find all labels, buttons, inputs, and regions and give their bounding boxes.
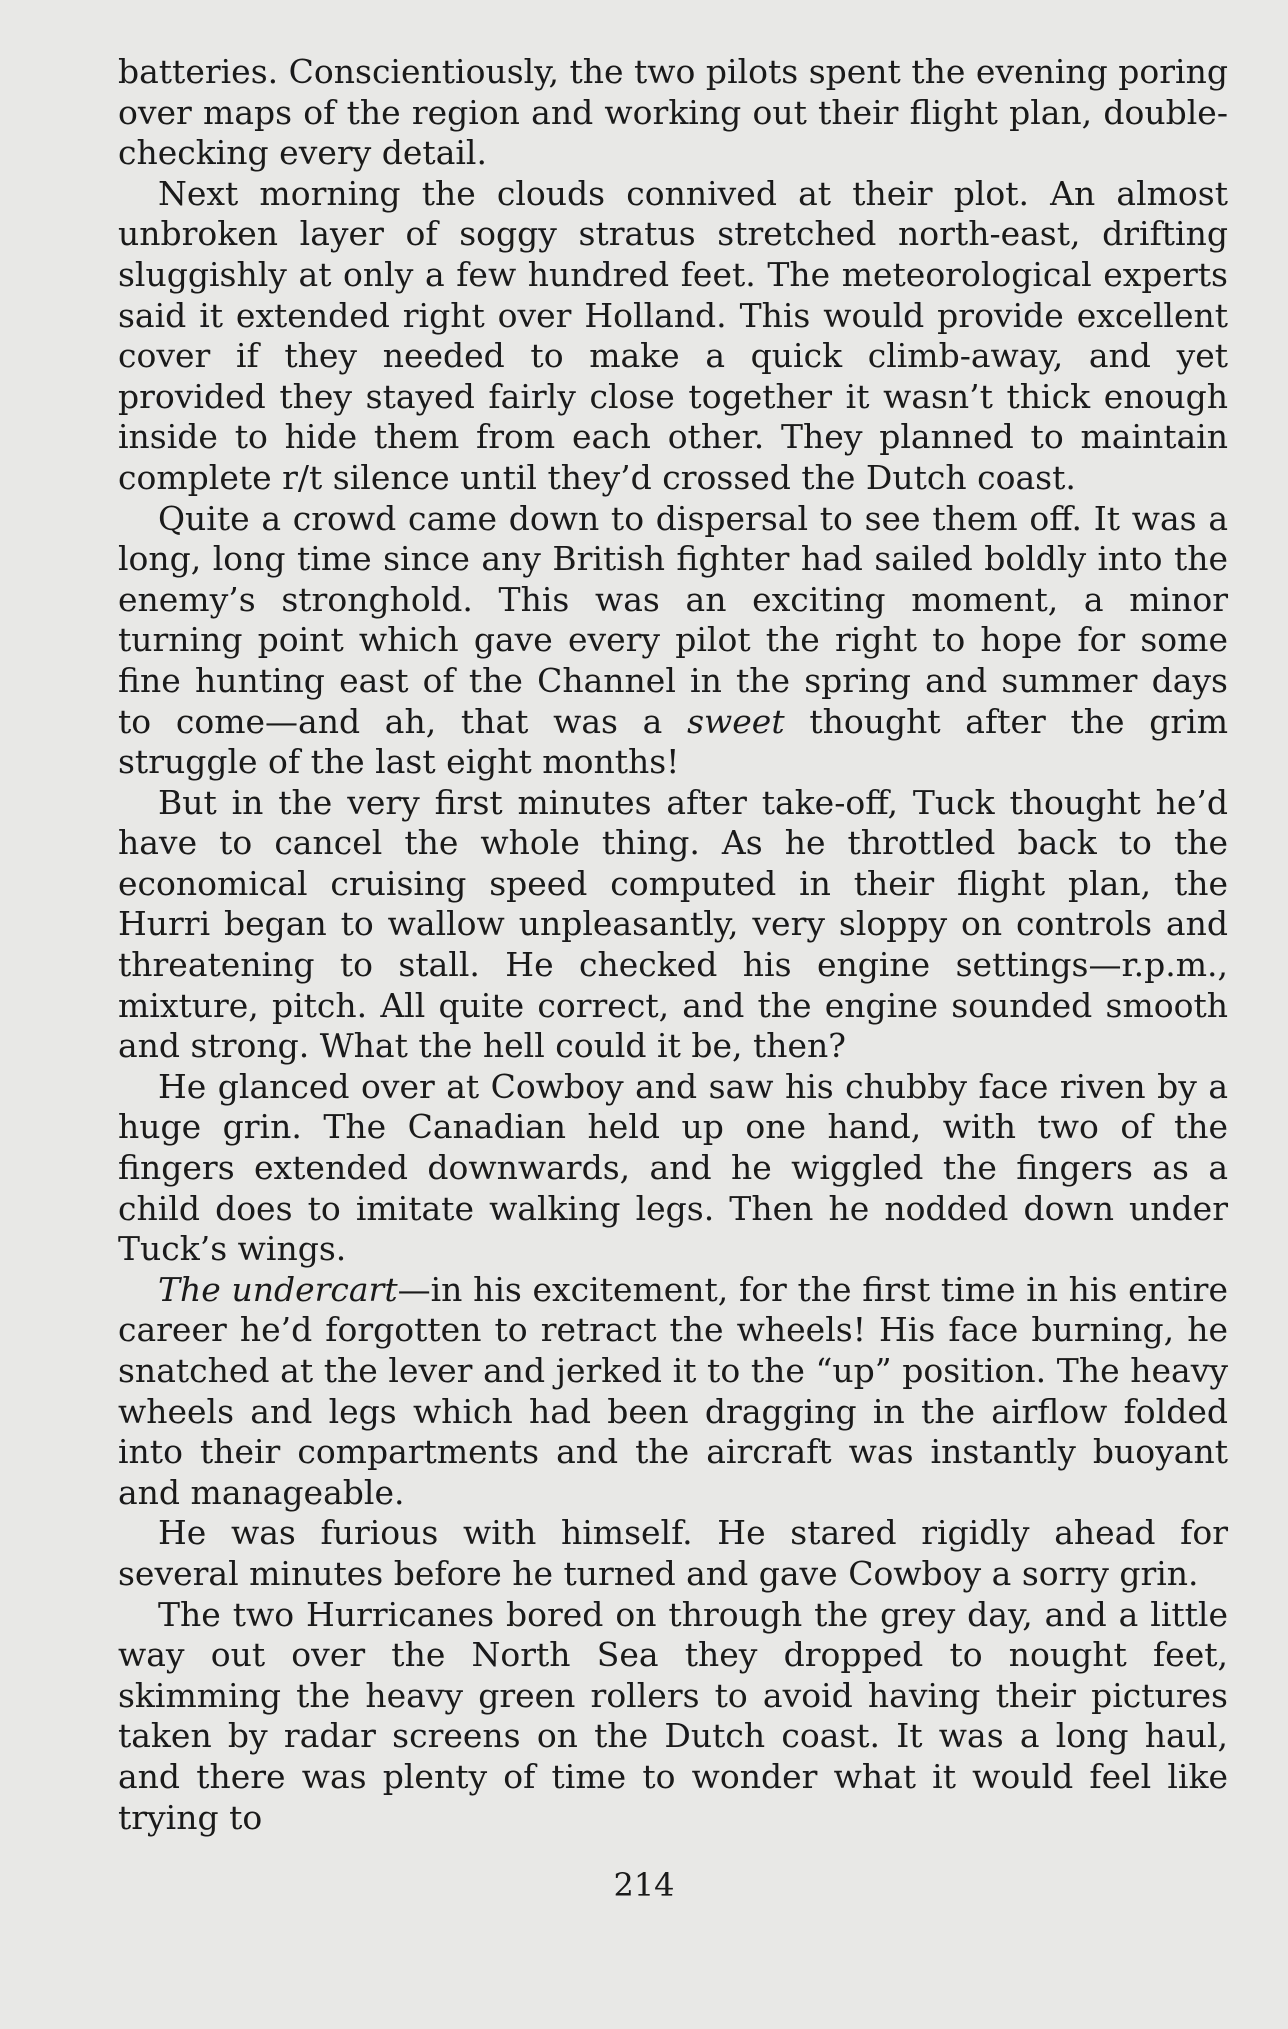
text-run: Next morning the clouds connived at their plot. An almost unbroken layer of soggy stratus stretched north-east, drifting sluggishly at only a few hundred feet. The meteorological experts said it extended right over Holland. This would provide excellent cover if they needed to make a quick climb-away, and yet provided they stayed fairly close together it wasn’t thick enough inside to hide them from each other. They planned to maintain complete r/t silence until they’d crossed the Dutch coast. xyxy=(118,173,1228,497)
body-text xyxy=(118,52,1228,1838)
paragraph xyxy=(118,1595,1228,1839)
text-run: —in his excitement, for the first time in his entire career he’d forgotten to retract the wheels! His face burning, he snatched at the lever and jerked it to the “up” position. The heavy wheels and legs which had been dragging in the airflow folded into their compartments and the aircraft was instantly buoyant and manageable. xyxy=(118,1269,1228,1512)
paragraph xyxy=(118,52,1228,174)
italic-text: The undercart xyxy=(158,1269,398,1309)
paragraph xyxy=(118,1513,1228,1594)
text-run: thought after the grim struggle of the last eight months! xyxy=(118,701,1228,782)
text-run: batteries. Conscientiously, the two pilots spent the evening poring over maps of the region and working out their flight plan, double-checking every detail. xyxy=(118,52,1228,173)
paragraph xyxy=(118,174,1228,499)
paragraph xyxy=(118,1270,1228,1514)
text-run: Quite a crowd came down to dispersal to see them off. It was a long, long time since any British fighter had sailed boldly into the enemy’s stronghold. This was an exciting moment, a minor turning point which gave every pilot the right to hope for some fine hunting east of the Channel in the spring and summer days to come—and ah, that was a xyxy=(118,498,1228,741)
text-run: The two Hurricanes bored on through the grey day, and a little way out over the North Sea they dropped to nought feet, skimming the heavy green rollers to avoid having their pictures taken by radar screens on the Dutch coast. It was a long haul, and there was plenty of time to wonder what it would feel like trying to xyxy=(118,1594,1228,1837)
text-run: He was furious with himself. He stared rigidly ahead for several minutes before he turned and gave Cowboy a sorry grin. xyxy=(118,1513,1228,1593)
italic-text: sweet xyxy=(687,701,785,741)
text-run: He glanced over at Cowboy and saw his chubby face riven by a huge grin. The Canadian held up one hand, with two of the fingers extended downwards, and he wiggled the fingers as a child does to imitate walking legs. Then he nodded down under Tuck’s wings. xyxy=(118,1066,1228,1269)
text-run: But in the very first minutes after take-off, Tuck thought he’d have to cancel the whole thing. As he throttled back to the economical cruising speed computed in their flight plan, the Hurri began to wallow unpleasantly, very sloppy on controls and threatening to stall. He checked his engine settings—r.p.m., mixture, pitch. All quite correct, and the engine sounded smooth and strong. What the hell could it be, then? xyxy=(118,782,1228,1066)
paragraph xyxy=(118,1067,1228,1270)
page-number: 214 xyxy=(613,1866,675,1904)
paragraph xyxy=(118,499,1228,783)
paragraph xyxy=(118,783,1228,1067)
